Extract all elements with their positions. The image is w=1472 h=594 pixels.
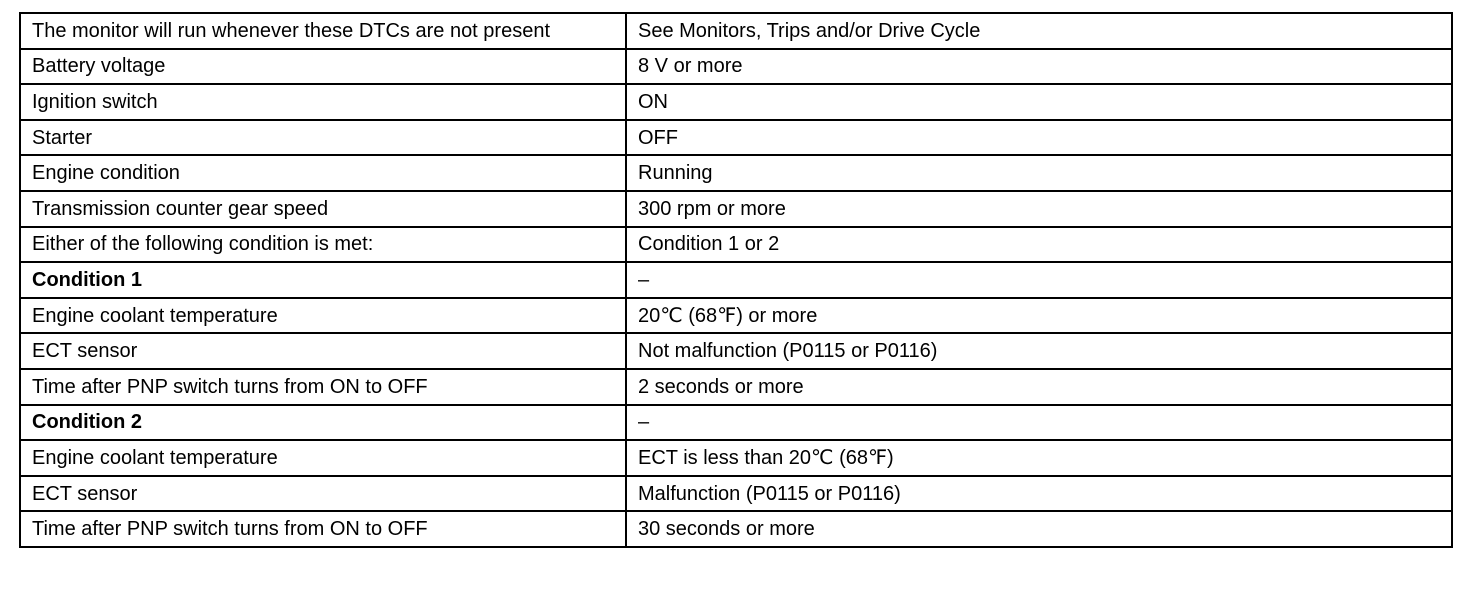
table-row — [20, 155, 1452, 191]
condition-item: Engine condition — [20, 155, 626, 191]
table-row — [20, 511, 1452, 547]
condition-value: See Monitors, Trips and/or Drive Cycle — [626, 13, 1452, 49]
table-row — [20, 298, 1452, 334]
condition-value: 8 V or more — [626, 49, 1452, 85]
condition-value: ECT is less than 20℃ (68℉) — [626, 440, 1452, 476]
condition-item: ECT sensor — [20, 333, 626, 369]
condition-item: Starter — [20, 120, 626, 156]
table-row — [20, 13, 1452, 49]
condition-value: 2 seconds or more — [626, 369, 1452, 405]
table-row — [20, 333, 1452, 369]
table-row — [20, 49, 1452, 85]
condition-item: Ignition switch — [20, 84, 626, 120]
condition-item: Either of the following condition is met: — [20, 227, 626, 263]
table-row — [20, 369, 1452, 405]
table-row — [20, 440, 1452, 476]
monitor-conditions-table — [19, 12, 1453, 548]
condition-value: Condition 1 or 2 — [626, 227, 1452, 263]
table-body — [20, 13, 1452, 547]
condition-item: Engine coolant temperature — [20, 298, 626, 334]
table-row — [20, 405, 1452, 441]
condition-item: Time after PNP switch turns from ON to OFF — [20, 369, 626, 405]
condition-value: 20℃ (68℉) or more — [626, 298, 1452, 334]
condition-value: 30 seconds or more — [626, 511, 1452, 547]
table-row — [20, 120, 1452, 156]
table-row — [20, 476, 1452, 512]
condition-group-heading: Condition 2 — [20, 405, 626, 441]
condition-group-heading: Condition 1 — [20, 262, 626, 298]
table-row — [20, 262, 1452, 298]
condition-item: Transmission counter gear speed — [20, 191, 626, 227]
condition-value: Running — [626, 155, 1452, 191]
condition-value: ON — [626, 84, 1452, 120]
condition-value: – — [626, 405, 1452, 441]
condition-item: Engine coolant temperature — [20, 440, 626, 476]
condition-item: Battery voltage — [20, 49, 626, 85]
condition-item: Time after PNP switch turns from ON to OFF — [20, 511, 626, 547]
condition-item: The monitor will run whenever these DTCs are not present — [20, 13, 626, 49]
condition-value: 300 rpm or more — [626, 191, 1452, 227]
condition-value: Malfunction (P0115 or P0116) — [626, 476, 1452, 512]
table-row — [20, 84, 1452, 120]
table-row — [20, 191, 1452, 227]
condition-value: – — [626, 262, 1452, 298]
condition-item: ECT sensor — [20, 476, 626, 512]
condition-value: Not malfunction (P0115 or P0116) — [626, 333, 1452, 369]
condition-value: OFF — [626, 120, 1452, 156]
table-row — [20, 227, 1452, 263]
